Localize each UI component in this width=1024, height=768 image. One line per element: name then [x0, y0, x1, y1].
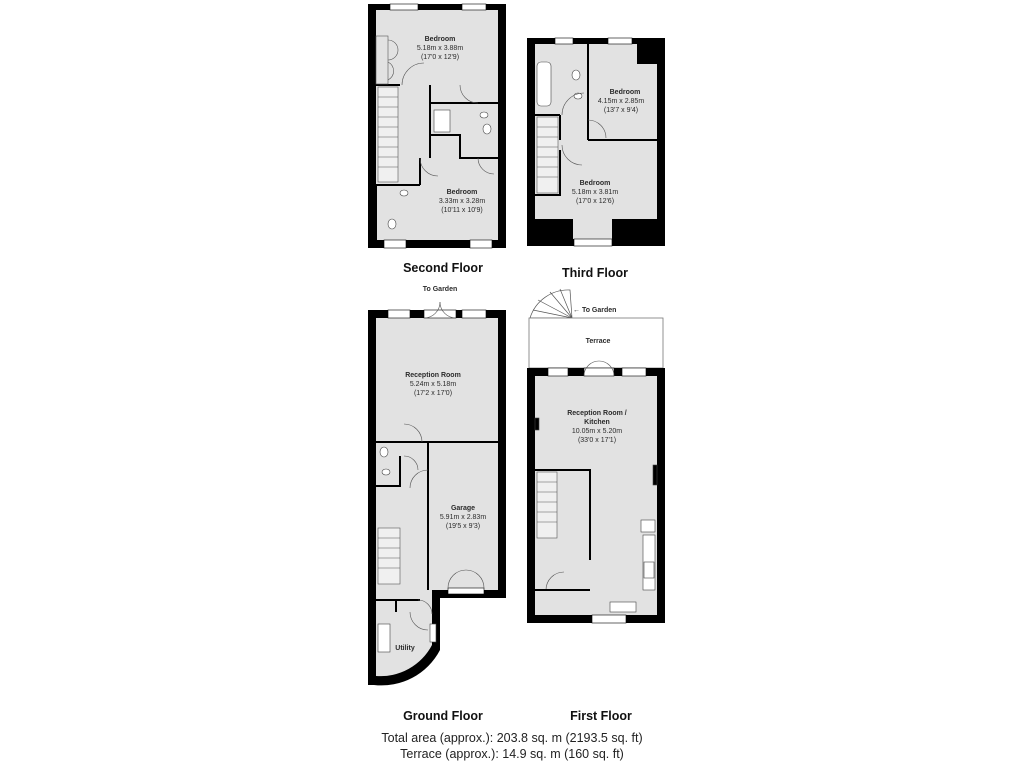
- room-dimensions-imperial: (17'2 x 17'0): [413, 390, 453, 397]
- window: [622, 368, 646, 376]
- room-name: Bedroom: [609, 89, 641, 96]
- room-dimensions-metric: 5.18m x 3.81m: [571, 189, 619, 196]
- garage-door: [448, 588, 484, 594]
- room-name: Bedroom: [579, 180, 611, 187]
- sink-icon: [400, 190, 408, 196]
- stairs: [378, 87, 398, 182]
- room-name: Reception Room: [405, 372, 461, 379]
- window: [384, 240, 406, 248]
- room-dimensions-imperial: (17'0 x 12'6): [575, 198, 615, 205]
- stairs: [537, 117, 558, 193]
- room-dimensions-metric: 10.05m x 5.20m: [571, 428, 623, 435]
- spiral-staircase: [530, 289, 572, 318]
- fireplace: [653, 465, 657, 485]
- room-dimensions-imperial: (17'0 x 12'9): [420, 54, 460, 61]
- first-floor-plan: [527, 289, 665, 623]
- window: [555, 38, 573, 44]
- shower-tray: [434, 110, 450, 132]
- hob-icon: [644, 562, 654, 578]
- window: [388, 310, 410, 318]
- toilet-icon: [388, 219, 396, 229]
- toilet-icon: [572, 70, 580, 80]
- room-dimensions-metric: 4.15m x 2.85m: [597, 98, 645, 105]
- room-dimensions-metric: 3.33m x 3.28m: [438, 198, 486, 205]
- floor-title-second: Second Floor: [403, 261, 483, 275]
- ground-floor-plan: [368, 286, 506, 685]
- window: [608, 38, 632, 44]
- floor-title-first: First Floor: [570, 709, 632, 723]
- toilet-icon: [483, 124, 491, 134]
- room-name: Bedroom: [424, 36, 456, 43]
- room-dimensions-imperial: (10'11 x 10'9): [441, 207, 483, 214]
- sink-icon: [480, 112, 488, 118]
- room-name-line2: Kitchen: [584, 419, 610, 426]
- room-dimensions-metric: 5.24m x 5.18m: [409, 381, 457, 388]
- window: [470, 240, 492, 248]
- floor-title-third: Third Floor: [562, 266, 628, 280]
- window: [574, 239, 612, 246]
- window: [592, 615, 626, 623]
- stairs: [378, 528, 400, 584]
- terrace-area-text: Terrace (approx.): 14.9 sq. m (160 sq. ft): [400, 747, 624, 761]
- room-name-utility: Utility: [395, 645, 415, 652]
- terrace-door: [584, 368, 614, 376]
- to-garden-label: To Garden: [422, 286, 458, 293]
- toilet-icon: [380, 447, 388, 457]
- bathtub: [537, 62, 551, 106]
- sink-icon: [382, 469, 390, 475]
- window: [462, 4, 486, 10]
- room-dimensions-metric: 5.91m x 2.83m: [439, 514, 487, 521]
- room-dimensions-imperial: (33'0 x 17'1): [577, 437, 617, 444]
- window: [548, 368, 568, 376]
- window: [390, 4, 418, 10]
- kitchen-sink: [610, 602, 636, 612]
- total-area-text: Total area (approx.): 203.8 sq. m (2193.5 sq. ft): [381, 731, 643, 745]
- room-dimensions-imperial: (19'5 x 9'3): [445, 523, 481, 530]
- to-garden-label: ← To Garden: [573, 307, 617, 314]
- window: [462, 310, 486, 318]
- room-name-line1: Reception Room /: [567, 410, 627, 417]
- stairs: [537, 472, 557, 538]
- third-floor-plan: [527, 38, 665, 246]
- room-dimensions-metric: 5.18m x 3.88m: [416, 45, 464, 52]
- terrace-label: Terrace: [585, 338, 611, 345]
- oven: [641, 520, 655, 532]
- garden-door: [424, 310, 456, 318]
- floor-title-ground: Ground Floor: [403, 709, 483, 723]
- second-floor-plan: [368, 4, 506, 248]
- room-name: Bedroom: [446, 189, 478, 196]
- room-dimensions-imperial: (13'7 x 9'4): [603, 107, 639, 114]
- room-name: Garage: [450, 505, 476, 512]
